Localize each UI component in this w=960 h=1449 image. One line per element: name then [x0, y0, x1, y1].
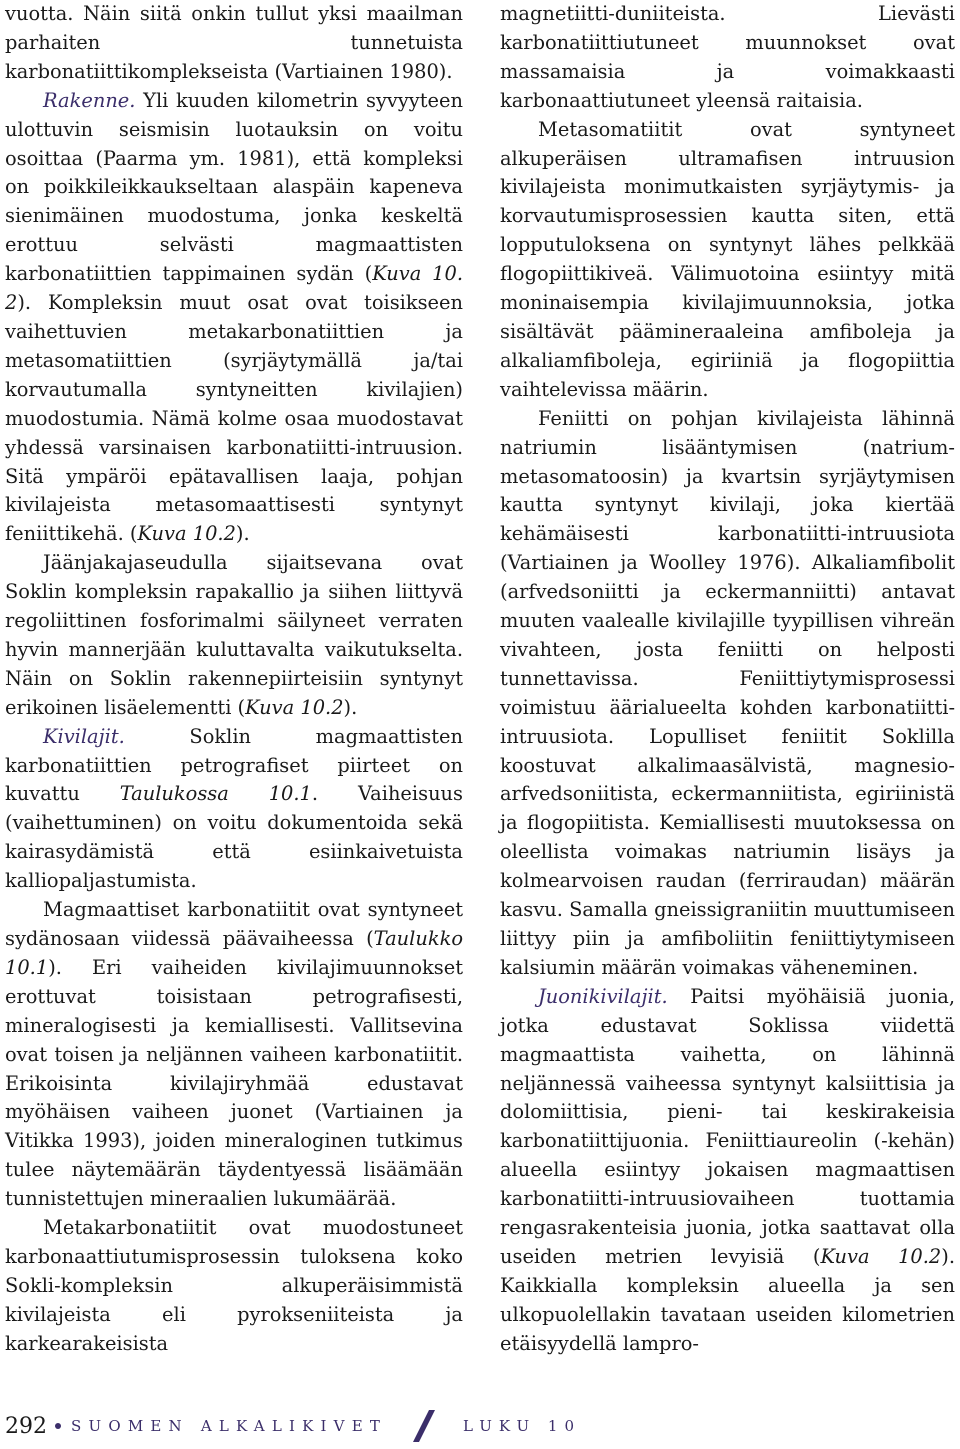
- page-footer: [5, 1409, 905, 1443]
- paragraph: Feniitti on pohjan kivilajeista lähinnä natriumin lisääntymisen (natrium-metasomatoosin) ja kvartsin syrjäytymisen kautta syntynyt kivilaji, joka kiertää kehämäisesti karbonatiitti-intruusiota (Vartiainen ja Woolley 1976). Alkaliamfibolit (arfvedsoniitti ja eckermanniitti) antavat muuten vaalealle kivilajille tyypillisen vihreän vivahteen, josta feniitti on helposti tunnettavissa. Feniittiytymisprosessi voimistuu äärialueelta kohden karbonatiitti-intruusiota. Lopulliset feniitit Soklilla koostuvat alkalimaasälvistä, magnesio-arfvedsoniitista, eckermanniitista, egiriinistä ja flogopiitista. Kemiallisesti muutoksessa on oleellista voimakas natriumin lisäys ja kolmearvoisen raudan (ferriraudan) määrän kasvu. Samalla gneissigraniitin muuttumiseen liittyy piin ja amfiboliitin feniittiytymiseen kalsiumin määrän voimakas väheneminen.: [500, 406, 955, 979]
- bullet-dot-icon: [55, 1423, 61, 1429]
- series-title: SUOMEN ALKALIKIVET: [71, 1417, 388, 1435]
- text-run: ). Kaikkialla kompleksin alueella ja sen ulkopuolellakin tavataan useiden kilometrien etäisyydellä lampro-: [500, 1244, 956, 1355]
- figure-reference: Kuva 10.2: [820, 1244, 942, 1268]
- slash-divider-icon: [413, 1410, 435, 1442]
- table-reference: Taulukossa 10.1: [119, 782, 312, 806]
- table-reference: Taulukko 10.1: [5, 927, 463, 979]
- chapter-label: LUKU 10: [463, 1417, 581, 1435]
- text-run: ).: [343, 695, 358, 719]
- text-run: ). Kompleksin muut osat ovat toisikseen vaihettuvien metakarbonatiittien ja metasomatiittien (syrjäytymällä ja/tai korvautumalla syntyneitten kivilajien) muodostumia. Nämä kolme osaa muodostavat yhdessä varsinaisen karbonatiitti-intruusion. Sitä ympäröi epätavallisen laaja, pohjan kivilajeista metasomaattisesti syntynyt feniittikehä. (: [5, 291, 463, 546]
- page-number: 292: [5, 1413, 47, 1439]
- figure-reference: Kuva 10.2: [245, 695, 344, 719]
- section-caption: Juonikivilajit.: [538, 984, 668, 1008]
- paragraph: Metasomatiitit ovat syntyneet alkuperäisen ultramafisen intruusion kivilajeista monimutkaisten syrjäytymis- ja korvautumisprosessien kautta siten, että lopputuloksena on syntynyt lähes pelkkää flogopiittikiveä. Välimuotoina esiintyy mitä moninaisempia kivilajimuunnoksia, jotka sisältävät päämineraaleina amfiboleja ja alkaliamfiboleja, egiriiniä ja flogopiittia vaihtelevissa määrin.: [500, 117, 955, 401]
- text-run: Soklin magmaattisten karbonatiittien petrografiset piirteet on kuvattu: [5, 724, 463, 806]
- paragraph-rock-types: [5, 723, 463, 896]
- figure-reference: Kuva 10.2: [137, 522, 236, 546]
- left-column: [5, 0, 463, 1359]
- section-caption: Kivilajit.: [43, 724, 125, 748]
- text-run: Yli kuuden kilometrin syvyyteen ulottuvin seismisin luotauksin on voitu osoittaa (Paarma ym. 1981), että kompleksi on poikkileikkaukseltaan alaspäin kapeneva sienimäinen muodostuma, jonka keskeltä erottuu selvästi magmaattisten karbonatiittien tappimainen sydän (: [5, 88, 463, 286]
- paragraph: [5, 896, 463, 1214]
- right-column: [500, 0, 955, 1359]
- paragraph-dike-rocks: [500, 983, 955, 1359]
- paragraph: [5, 549, 463, 722]
- text-run: . Vaiheisuus (vaihettuminen) on voitu dokumentoida sekä kairasydämistä että esiinkaivetuista kalliopaljastumista.: [5, 782, 463, 893]
- text-run: ). Eri vaiheiden kivilajimuunnokset erottuvat toisistaan petrografisesti, mineralogisesti ja kemiallisesti. Vallitsevina ovat toisen ja neljännen vaiheen karbonatiitit. Erikoisinta kivilajiryhmää edustavat myöhäisen vaiheen juonet (Vartiainen ja Vitikka 1993), joiden mineraloginen tutkimus tulee näytemäärän täydentyessä lisäämään tunnistettujen mineraalien lukumäärää.: [5, 955, 463, 1211]
- paragraph: magnetiitti-duniiteista. Lievästi karbonatiittiutuneet muunnokset ovat massamaisia ja voimakkaasti karbonaattiutuneet yleensä raitaisia.: [500, 2, 955, 112]
- section-caption: Rakenne.: [43, 88, 136, 112]
- text-run: Paitsi myöhäisiä juonia, jotka edustavat Soklissa viidettä magmaattista vaihetta, on lähinnä neljännessä vaiheessa syntynyt kalsiittisia ja dolomiittisia, pieni- tai keskirakeisia karbonatiittijuonia. Feniittiaureolin (-kehän) alueella esiintyy jokaisen magmaattisen karbonatiitti-intruusiovaiheen tuottamia rengasrakenteisia juonia, jotka saattavat olla useiden metrien levyisiä (: [500, 984, 955, 1268]
- figure-reference: Kuva 10. 2: [5, 262, 463, 315]
- text-run: ).: [235, 522, 250, 546]
- paragraph: Metakarbonatiitit ovat muodostuneet karbonaattiutumisprosessin tuloksena koko Sokli-kompleksin alkuperäisimmistä kivilajeista eli pyrokseniiteista ja karkearakeisista: [5, 1216, 463, 1355]
- paragraph: vuotta. Näin siitä onkin tullut yksi maailman parhaiten tunnetuista karbonatiittikomplekseista (Vartiainen 1980).: [5, 2, 463, 83]
- text-run: Jäänjakajaseudulla sijaitsevana ovat Soklin kompleksin rapakallio ja siihen liittyvä regoliittinen fosforimalmi säilyneet verraten hyvin mannerjään kuluttavalta vaikutukselta. Näin on Soklin rakennepiirteisiin syntynyt erikoinen lisäelementti (: [5, 551, 463, 719]
- text-run: Magmaattiset karbonatiitit ovat syntyneet sydänosaan viidessä päävaiheessa (: [5, 898, 463, 950]
- paragraph-structure: [5, 87, 463, 550]
